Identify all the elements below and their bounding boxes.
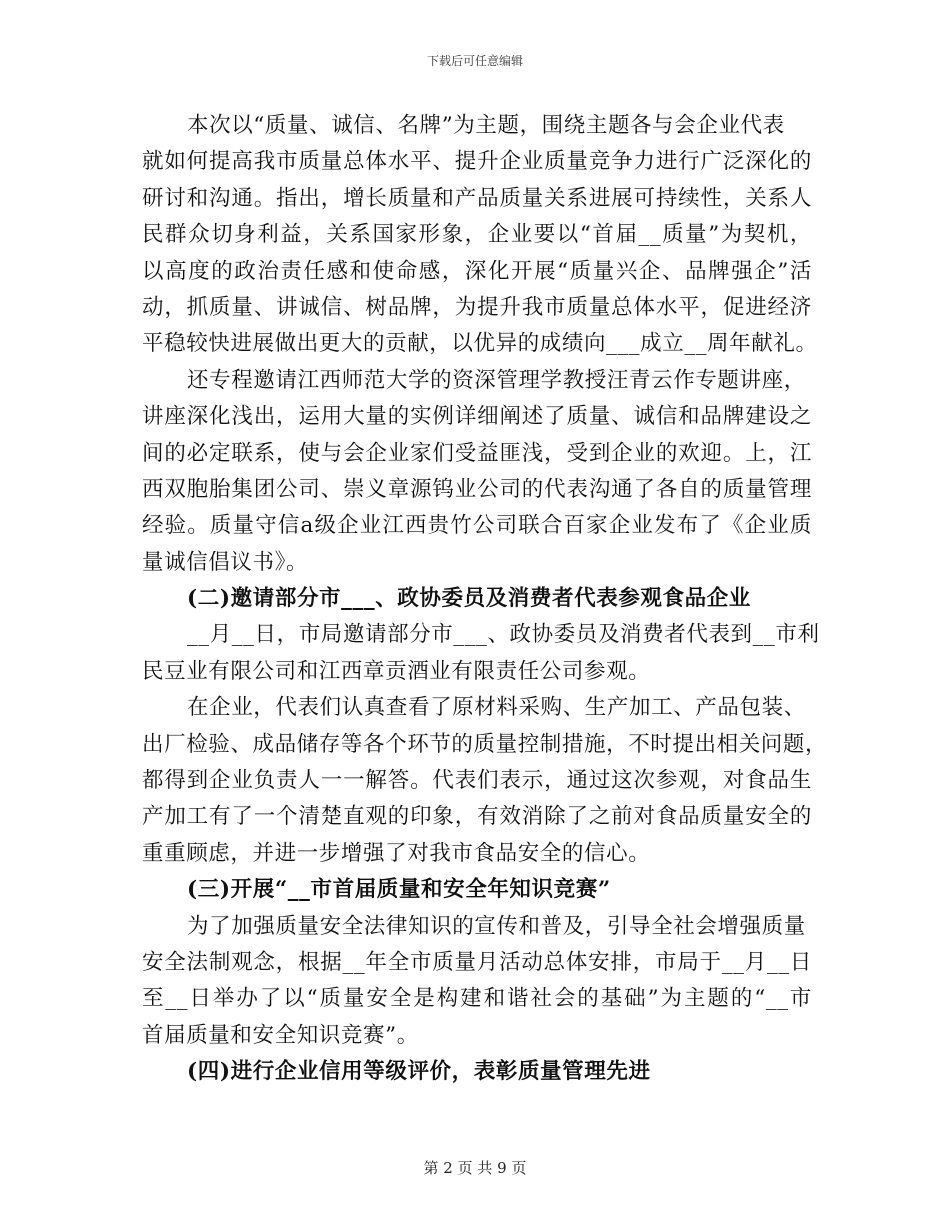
paragraph-line: 就如何提高我市质量总体水平、提升企业质量竞争力进行广泛深化的 bbox=[142, 149, 812, 175]
paragraph-line: 平稳较快进展做出更大的贡献，以优异的成绩向___成立__周年献礼。 bbox=[142, 331, 818, 357]
paragraph-line: 至__日举办了以“质量安全是构建和谐社会的基础”为主题的“__市 bbox=[142, 986, 812, 1012]
paragraph-line: 讲座深化浅出，运用大量的实例详细阐述了质量、诚信和品牌建设之 bbox=[142, 404, 812, 430]
paragraph-line: 还专程邀请江西师范大学的资深管理学教授汪青云作专题讲座， bbox=[187, 367, 806, 393]
paragraph-line: 本次以“质量、诚信、名牌”为主题，围绕主题各与会企业代表 bbox=[187, 113, 785, 138]
paragraph-line: 重重顾虑，并进一步增强了对我市食品安全的信心。 bbox=[142, 840, 651, 866]
paragraph-line: 民豆业有限公司和江西章贡酒业有限责任公司参观。 bbox=[142, 658, 651, 684]
paragraph-line: __月__日，市局邀请部分市___、政协委员及消费者代表到__市利 bbox=[187, 622, 820, 648]
paragraph-line: 以高度的政治责任感和使命感，深化开展“质量兴企、品牌强企”活 bbox=[142, 258, 812, 284]
paragraph-line: 安全法制观念，根据__年全市质量月活动总体安排，市局于__月__日 bbox=[142, 949, 812, 975]
paragraph-line: 西双胞胎集团公司、崇义章源钨业公司的代表沟通了各自的质量管理 bbox=[142, 476, 812, 502]
document-body bbox=[142, 108, 828, 1091]
paragraph-line: 量诚信倡议书》。 bbox=[142, 549, 309, 575]
paragraph-line: 民群众切身利益，关系国家形象，企业要以“首届__质量”为契机， bbox=[142, 222, 812, 248]
paragraph-line: 研讨和沟通。指出，增长质量和产品质量关系进展可持续性，关系人 bbox=[142, 185, 812, 211]
section-heading: (二)邀请部分市___、政协委员及消费者代表参观食品企业 bbox=[187, 586, 751, 612]
paragraph-line: 出厂检验、成品储存等各个环节的质量控制措施，不时提出相关问题， bbox=[142, 731, 828, 757]
paragraph-line: 都得到企业负责人一一解答。代表们表示，通过这次参观，对食品生 bbox=[142, 768, 812, 794]
paragraph-line: 产加工有了一个清楚直观的印象，有效消除了之前对食品质量安全的 bbox=[142, 804, 812, 830]
paragraph-line: 为了加强质量安全法律知识的宣传和普及，引导全社会增强质量 bbox=[187, 913, 806, 939]
paragraph-line: 动，抓质量、讲诚信、树品牌，为提升我市质量总体水平，促进经济 bbox=[142, 294, 812, 320]
section-heading: (四)进行企业信用等级评价，表彰质量管理先进 bbox=[187, 1059, 651, 1085]
page-number: 第 2 页 共 9 页 bbox=[423, 1159, 527, 1177]
page-header: 下载后可任意编辑 bbox=[426, 54, 523, 68]
paragraph-line: 在企业，代表们认真查看了原材料采购、生产加工、产品包装、 bbox=[187, 695, 806, 721]
paragraph-line: 经验。质量守信a级企业江西贵竹公司联合百家企业发布了《企业质 bbox=[142, 513, 812, 539]
paragraph-line: 间的必定联系，使与会企业家们受益匪浅，受到企业的欢迎。上，江 bbox=[142, 440, 812, 466]
section-heading: (三)开展“__市首届质量和安全年知识竞赛” bbox=[187, 877, 611, 903]
paragraph-line: 首届质量和安全知识竞赛”。 bbox=[142, 1022, 419, 1048]
